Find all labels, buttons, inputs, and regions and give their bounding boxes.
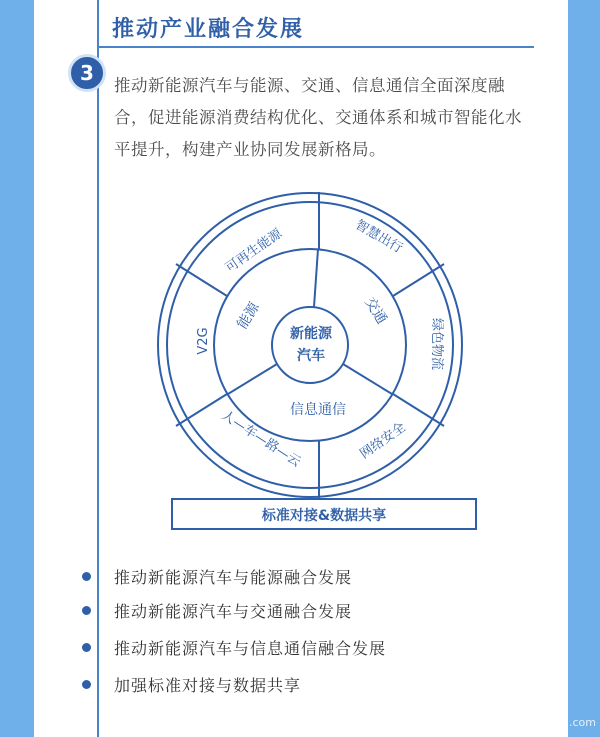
list-item-text: 推动新能源汽车与信息通信融合发展 <box>114 638 387 658</box>
outer-label-cyber-security: 网络安全 <box>357 420 409 463</box>
center-circle <box>272 307 348 383</box>
center-label-line2: 汽车 <box>297 348 325 364</box>
base-bar-label: 标准对接&数据共享 <box>261 508 387 524</box>
outer-label-green-logistics: 绿色物流 <box>429 317 444 371</box>
list-item-text: 推动新能源汽车与交通融合发展 <box>114 601 353 621</box>
outer-label-v2g: V2G <box>196 327 211 355</box>
section-title: 推动产业融合发展 <box>112 17 305 42</box>
list-item <box>80 635 386 659</box>
inner-label-ict: 信息通信 <box>290 402 346 418</box>
bullet-dot-icon <box>82 606 91 615</box>
section-paragraph: 推动新能源汽车与能源、交通、信息通信全面深度融合，促进能源消费结构优化、交通体系和城市智能化水平提升，构建产业协同发展新格局。 <box>114 76 522 159</box>
list-item-text: 推动新能源汽车与能源融合发展 <box>114 567 353 587</box>
list-item <box>80 598 352 622</box>
inner-label-transport: 交通 <box>361 294 390 327</box>
section-number-badge: 3 <box>68 54 106 92</box>
outer-label-renewable-energy: 可再生能源 <box>223 226 285 276</box>
outer-label-smart-mobility: 智慧出行 <box>352 217 406 257</box>
outer-label-vehicle-road-cloud: 人—车—路—云 <box>218 407 304 471</box>
list-item <box>80 564 352 588</box>
center-label-line1: 新能源 <box>290 326 332 342</box>
list-item-text: 加强标准对接与数据共享 <box>114 675 302 695</box>
watermark: .com <box>569 716 596 729</box>
bullet-dot-icon <box>82 680 91 689</box>
bullet-dot-icon <box>82 572 91 581</box>
bullet-dot-icon <box>82 643 91 652</box>
list-item <box>80 672 301 696</box>
inner-label-energy: 能源 <box>234 299 263 332</box>
